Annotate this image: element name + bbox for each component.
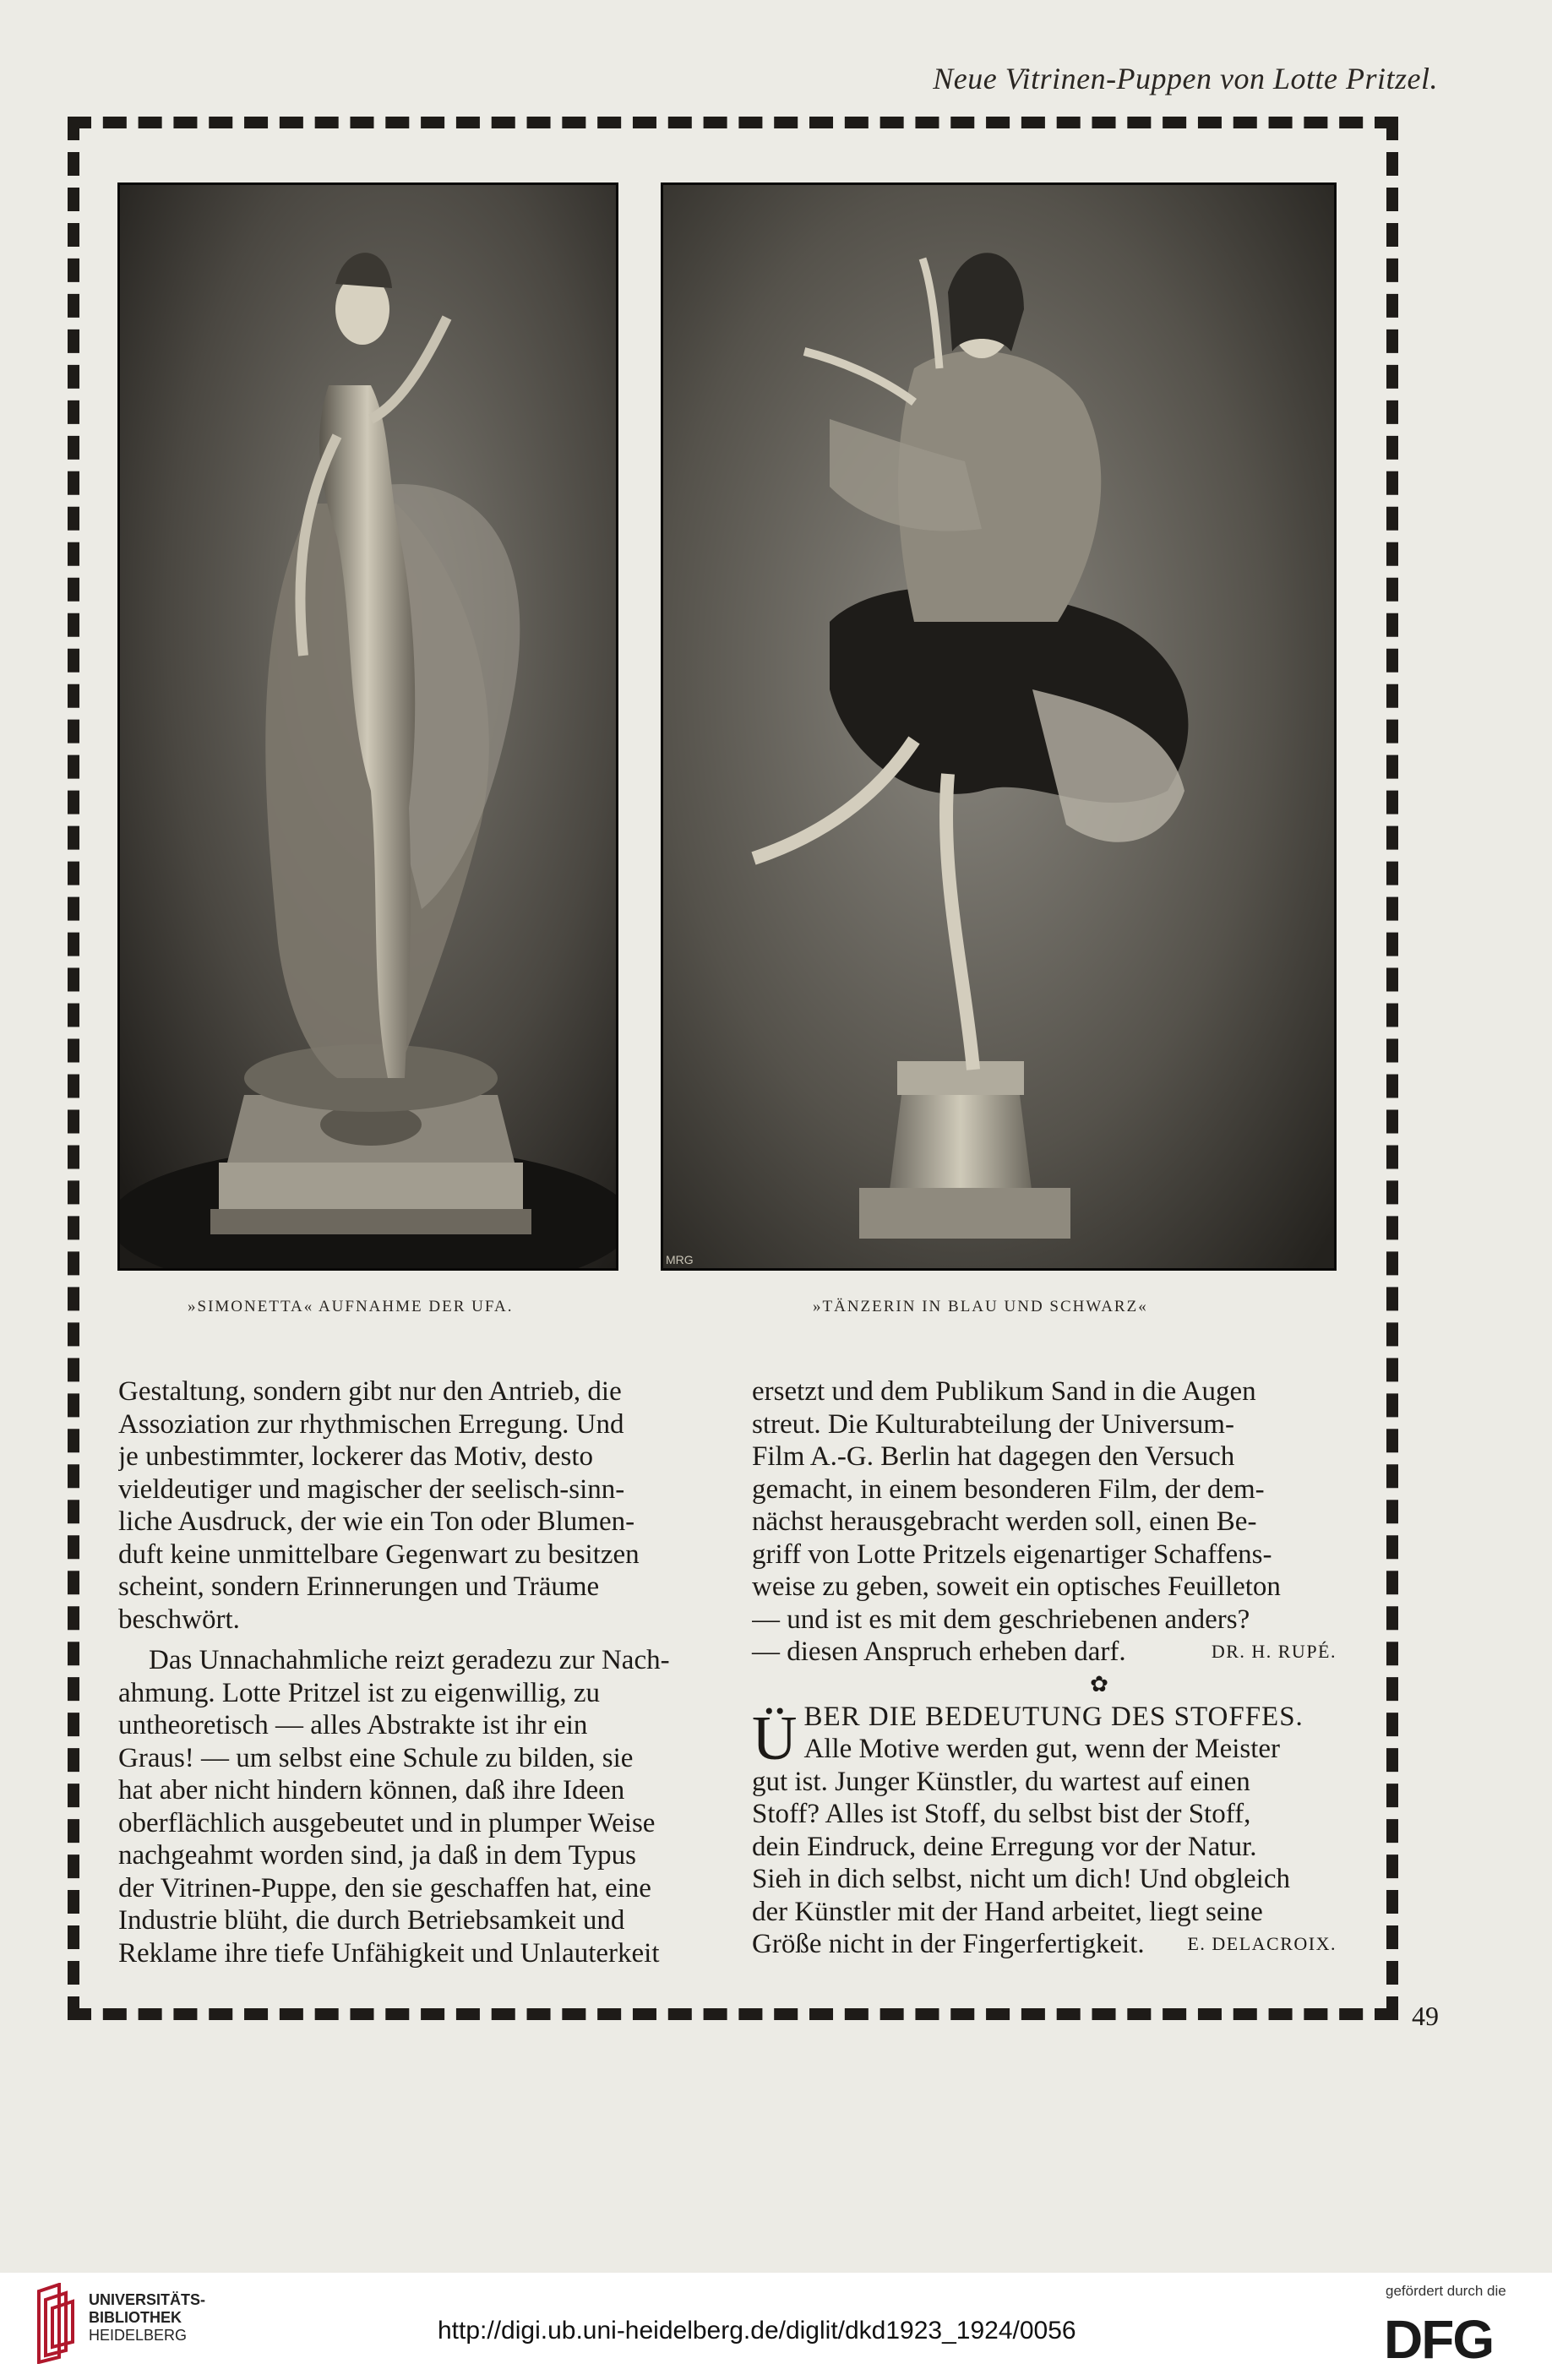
text-line: — und ist es mit dem geschriebenen anders? xyxy=(752,1604,1250,1635)
text-line: griff von Lotte Pritzels eigenartiger Schaffens- xyxy=(752,1539,1272,1570)
text-line: weise zu geben, soweit ein optisches Feuilleton xyxy=(752,1571,1281,1602)
text-column-right xyxy=(752,1375,1337,1961)
text-line: der Vitrinen-Puppe, den sie geschaffen hat, eine xyxy=(118,1872,651,1903)
library-name xyxy=(89,2291,205,2345)
text-line: Reklame ihre tiefe Unfähigkeit und Unlauterkeit xyxy=(118,1937,660,1969)
text-line: Film A.-G. Berlin hat dagegen den Versuch xyxy=(752,1441,1235,1472)
simonetta-figure-image xyxy=(117,182,618,1271)
text-line: der Künstler mit der Hand arbeitet, liegt seine xyxy=(752,1896,1263,1927)
text-line: duft keine unmittelbare Gegenwart zu besitzen xyxy=(118,1539,640,1570)
text-line: streut. Die Kulturabteilung der Universum- xyxy=(752,1408,1234,1440)
signed-line xyxy=(752,1636,1337,1669)
heading-text: BER DIE BEDEUTUNG DES STOFFES. xyxy=(803,1701,1304,1732)
library-line: UNIVERSITÄTS- xyxy=(89,2291,206,2308)
text-line: liche Ausdruck, der wie ein Ton oder Blumen- xyxy=(118,1506,635,1537)
text-line: Das Unnachahmliche reizt geradezu zur Nach- xyxy=(149,1645,670,1675)
caption-right: »TÄNZERIN IN BLAU UND SCHWARZ« xyxy=(813,1298,1148,1315)
university-library-logo-icon xyxy=(34,2283,76,2364)
dfg-logo: DFG xyxy=(1384,2309,1494,2370)
text-line: scheint, sondern Erinnerungen und Träume xyxy=(118,1571,600,1602)
page-number: 49 xyxy=(1412,2001,1439,2031)
text-line: Alle Motive werden gut, wenn der Meister xyxy=(803,1734,1281,1764)
text-line: oberflächlich ausgebeutet und in plumper Weise xyxy=(118,1807,656,1838)
text-line: Gestaltung, sondern gibt nur den Antrieb, die xyxy=(118,1376,622,1407)
text-line: je unbestimmter, lockerer das Motiv, desto xyxy=(118,1441,593,1472)
photo-simonetta xyxy=(117,182,618,1271)
library-line: HEIDELBERG xyxy=(89,2327,188,2344)
text-line: ersetzt und dem Publikum Sand in die Augen xyxy=(752,1376,1256,1407)
photo-mark: MRG xyxy=(666,1253,694,1266)
signed-line xyxy=(752,1928,1337,1961)
ornament-icon: ✿ xyxy=(1090,1671,1108,1696)
taenzerin-figure-image xyxy=(661,182,1337,1271)
running-title: Neue Vitrinen-Puppen von Lotte Pritzel. xyxy=(933,62,1438,95)
drop-cap: Ü xyxy=(752,1703,798,1773)
text-line: Industrie blüht, die durch Betriebsamkeit und xyxy=(118,1905,625,1936)
text-line: beschwört. xyxy=(118,1604,240,1635)
text-line: Sieh in dich selbst, nicht um dich! Und obgleich xyxy=(752,1864,1290,1894)
text-line: Assoziation zur rhythmischen Erregung. Und xyxy=(118,1408,624,1440)
text-line: Graus! — um selbst eine Schule zu bilden, sie xyxy=(118,1742,634,1773)
photo-taenzerin xyxy=(661,182,1337,1271)
funding-label: gefördert durch die xyxy=(1386,2283,1506,2299)
library-line: BIBLIOTHEK xyxy=(89,2309,182,2326)
text-line: Stoff? Alles ist Stoff, du selbst bist der Stoff, xyxy=(752,1799,1251,1829)
text-column-left xyxy=(118,1375,714,1969)
text-line: gut ist. Junger Künstler, du wartest auf einen xyxy=(752,1766,1250,1797)
caption-left: »SIMONETTA« AUFNAHME DER UFA. xyxy=(188,1298,514,1315)
text-line: gemacht, in einem besonderen Film, der dem- xyxy=(752,1473,1265,1505)
text-line: hat aber nicht hindern können, daß ihre Ideen xyxy=(118,1775,625,1805)
text-line: nächst herausgebracht werden soll, einen Be- xyxy=(752,1506,1257,1537)
text-line: dein Eindruck, deine Erregung vor der Natur. xyxy=(752,1831,1257,1862)
author-signature: DR. H. RUPÉ. xyxy=(1211,1641,1337,1662)
text-line: untheoretisch — alles Abstrakte ist ihr ein xyxy=(118,1710,588,1740)
section-heading xyxy=(752,1701,1337,1773)
text-line: vieldeutiger und magischer der seelisch-sinn- xyxy=(118,1473,625,1505)
permalink-url[interactable]: http://digi.ub.uni-heidelberg.de/diglit/dkd1923_1924/0056 xyxy=(438,2317,1076,2345)
text-fragment: — diesen Anspruch erheben darf. xyxy=(752,1637,1126,1667)
text-line: ahmung. Lotte Pritzel ist zu eigenwillig, zu xyxy=(118,1677,601,1708)
paragraph-gap xyxy=(118,1636,714,1644)
text-fragment: Größe nicht in der Fingerfertigkeit. xyxy=(752,1929,1145,1959)
text-line: nachgeahmt worden sind, ja daß in dem Typus xyxy=(118,1840,636,1871)
author-signature: E. DELACROIX. xyxy=(1187,1933,1337,1954)
